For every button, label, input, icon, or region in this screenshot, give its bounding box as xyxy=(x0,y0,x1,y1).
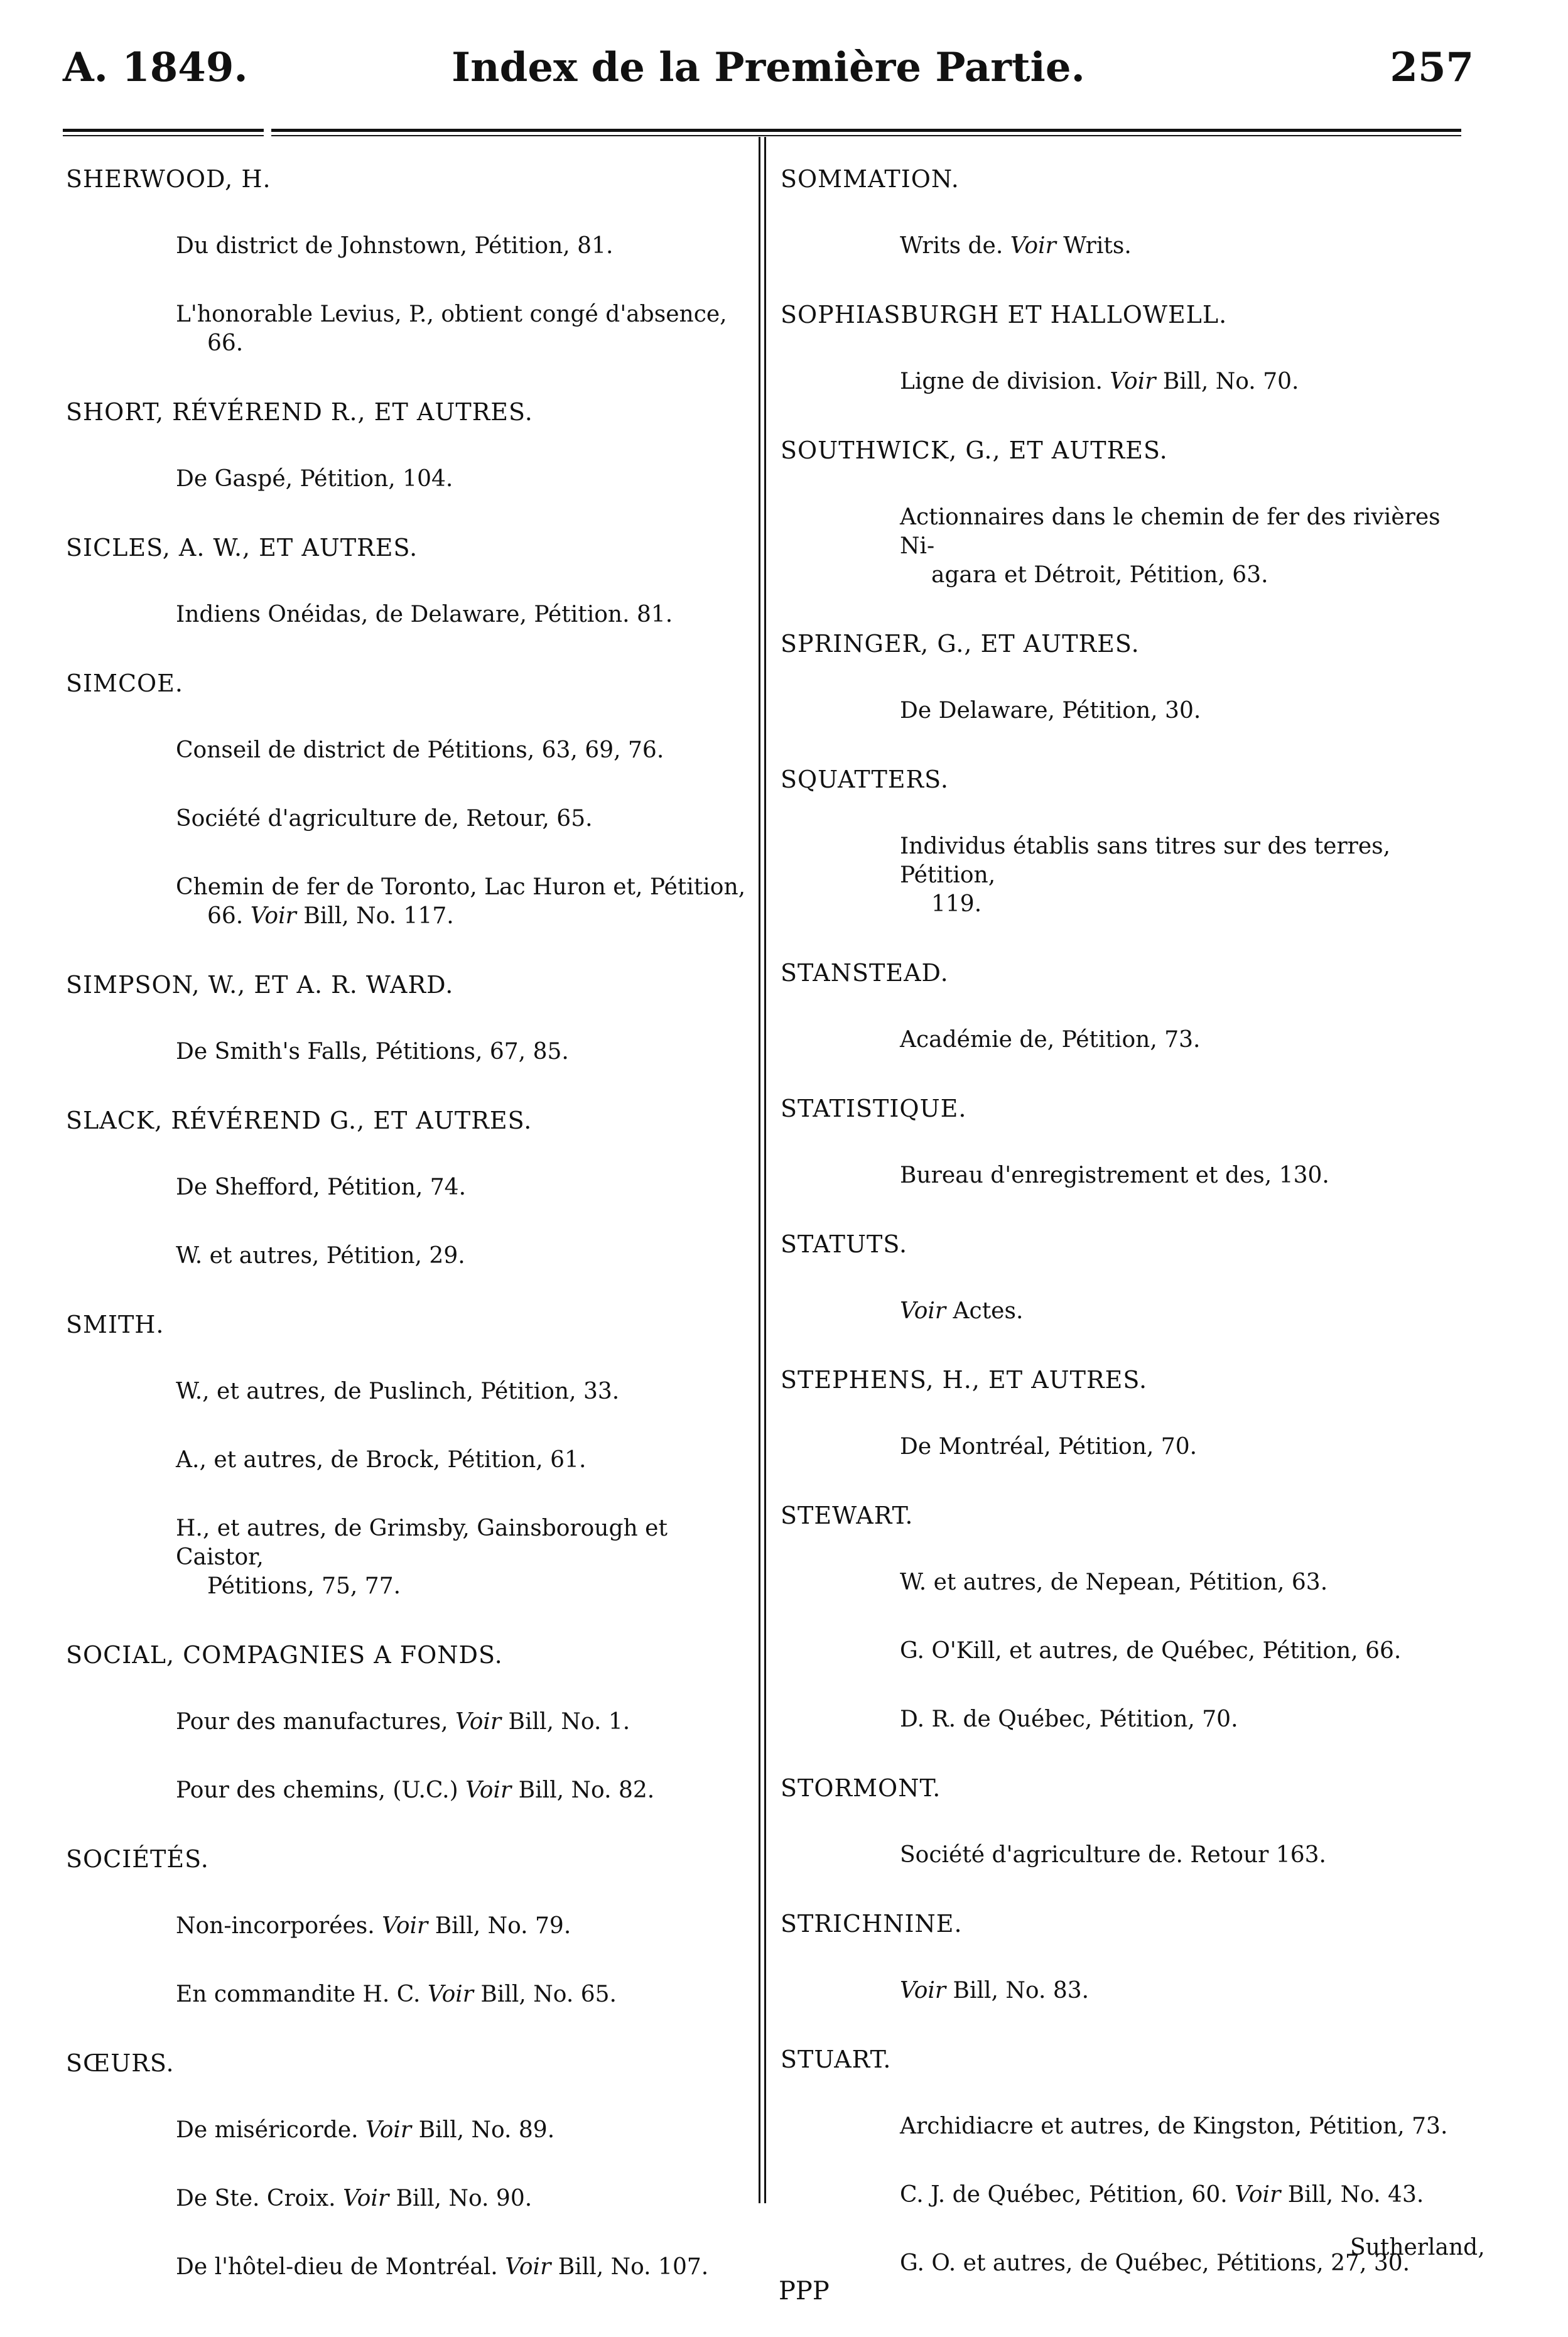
signature-mark: PPP xyxy=(779,2277,830,2306)
entry-subentry xyxy=(781,1161,1474,1190)
entry-subentry xyxy=(781,367,1474,396)
index-entry xyxy=(781,1230,1474,1326)
subentry-line: De Gaspé, Pétition, 104. xyxy=(176,466,453,492)
voir-word: Voir xyxy=(427,1982,473,2007)
header-rule-right xyxy=(271,129,1461,136)
index-entry xyxy=(66,669,754,931)
entry-heading: SIMPSON, W., ET A. R. WARD. xyxy=(66,971,454,999)
subentry-line: W. et autres, de Nepean, Pétition, 63. xyxy=(900,1570,1328,1595)
entry-heading: SICLES, A. W., ET AUTRES. xyxy=(66,534,418,561)
entry-heading: SOCIAL, COMPAGNIES A FONDS. xyxy=(66,1641,503,1669)
header-year: A. 1849. xyxy=(63,44,248,91)
subentry-line: En commandite H. C. Voir Bill, No. 65. xyxy=(176,1982,617,2007)
entry-heading: STORMONT. xyxy=(781,1774,941,1802)
index-entry xyxy=(781,958,1474,1055)
index-entry xyxy=(781,165,1474,261)
entry-subentry xyxy=(66,1038,754,1066)
entry-subentry xyxy=(781,1976,1474,2005)
entry-heading: SOPHIASBURGH ET HALLOWELL. xyxy=(781,301,1228,328)
left-column xyxy=(66,165,754,2321)
subentry-continuation: 119. xyxy=(931,891,982,917)
entry-subentry xyxy=(66,2253,754,2282)
entry-subentry xyxy=(66,300,754,358)
catchword: Sutherland, xyxy=(1350,2235,1485,2260)
entry-subentry xyxy=(66,2184,754,2213)
index-entry xyxy=(781,1774,1474,1870)
entry-subentry xyxy=(66,600,754,629)
entry-heading: STATISTIQUE. xyxy=(781,1095,967,1122)
entry-subentry xyxy=(66,1980,754,2009)
subentry-line: Pour des manufactures, Voir Bill, No. 1. xyxy=(176,1709,630,1735)
index-entry xyxy=(781,1094,1474,1190)
entry-subentry xyxy=(66,1776,754,1805)
subentry-line: Archidiacre et autres, de Kingston, Pétition, 73. xyxy=(900,2113,1448,2139)
index-entry xyxy=(66,970,754,1066)
entry-subentry xyxy=(781,2112,1474,2141)
voir-word: Voir xyxy=(343,2186,389,2211)
entry-subentry xyxy=(66,1912,754,1941)
entry-heading: SMITH. xyxy=(66,1311,165,1338)
subentry-line: G. O. et autres, de Québec, Pétitions, 27, 30. xyxy=(900,2250,1410,2276)
voir-word: Voir xyxy=(365,2117,412,2143)
subentry-continuation: Pétitions, 75, 77. xyxy=(207,1573,401,1599)
index-entry xyxy=(781,1909,1474,2005)
entry-heading: STATUTS. xyxy=(781,1230,908,1258)
voir-word: Voir xyxy=(250,903,296,929)
subentry-line: De Smith's Falls, Pétitions, 67, 85. xyxy=(176,1039,569,1065)
index-entry xyxy=(781,629,1474,725)
voir-word: Voir xyxy=(1110,369,1156,394)
entry-heading: STRICHNINE. xyxy=(781,1910,963,1938)
entry-heading: SPRINGER, G., ET AUTRES. xyxy=(781,630,1140,658)
subentry-line: De Ste. Croix. Voir Bill, No. 90. xyxy=(176,2186,533,2211)
entry-subentry xyxy=(781,1026,1474,1055)
subentry-line: Chemin de fer de Toronto, Lac Huron et, Pétition, xyxy=(176,874,746,900)
entry-heading: SHERWOOD, H. xyxy=(66,165,271,193)
entry-subentry xyxy=(66,1708,754,1737)
entry-heading: SOMMATION. xyxy=(781,165,960,193)
voir-word: Voir xyxy=(900,1298,946,1324)
subentry-line: A., et autres, de Brock, Pétition, 61. xyxy=(176,1447,587,1473)
subentry-line: Académie de, Pétition, 73. xyxy=(900,1027,1201,1053)
voir-word: Voir xyxy=(900,1978,946,2004)
subentry-line: Ligne de division. Voir Bill, No. 70. xyxy=(900,369,1299,394)
entry-subentry xyxy=(66,2116,754,2145)
subentry-line: C. J. de Québec, Pétition, 60. Voir Bill, No. 43. xyxy=(900,2182,1424,2208)
subentry-line: W., et autres, de Puslinch, Pétition, 33. xyxy=(176,1379,620,1404)
voir-word: Voir xyxy=(465,1777,512,1803)
entry-subentry xyxy=(66,873,754,931)
subentry-line: Conseil de district de Pétitions, 63, 69, 76. xyxy=(176,737,664,763)
entry-heading: SOCIÉTÉS. xyxy=(66,1845,209,1873)
index-entry xyxy=(781,765,1474,919)
subentry-line: Société d'agriculture de. Retour 163. xyxy=(900,1842,1326,1868)
entry-subentry xyxy=(781,1297,1474,1326)
subentry-line: Société d'agriculture de, Retour, 65. xyxy=(176,806,593,832)
index-entry xyxy=(66,165,754,358)
entry-subentry xyxy=(781,697,1474,725)
column-divider xyxy=(759,137,766,2203)
subentry-line: L'honorable Levius, P., obtient congé d'absence, xyxy=(176,301,727,327)
voir-word: Voir xyxy=(455,1709,502,1735)
subentry-line: D. R. de Québec, Pétition, 70. xyxy=(900,1706,1238,1732)
index-entry xyxy=(781,436,1474,590)
subentry-line: De miséricorde. Voir Bill, No. 89. xyxy=(176,2117,555,2143)
entry-heading: STEWART. xyxy=(781,1502,914,1529)
entry-subentry xyxy=(66,1446,754,1475)
subentry-line: De Delaware, Pétition, 30. xyxy=(900,698,1201,724)
subentry-line: Writs de. Voir Writs. xyxy=(900,233,1132,259)
entry-heading: STEPHENS, H., ET AUTRES. xyxy=(781,1366,1148,1394)
subentry-line: Non-incorporées. Voir Bill, No. 79. xyxy=(176,1913,571,1939)
entry-subentry xyxy=(781,503,1474,590)
entry-subentry xyxy=(66,1377,754,1406)
entry-heading: SOUTHWICK, G., ET AUTRES. xyxy=(781,436,1168,464)
subentry-line: G. O'Kill, et autres, de Québec, Pétition, 66. xyxy=(900,1638,1402,1664)
entry-subentry xyxy=(66,805,754,833)
subentry-continuation: agara et Détroit, Pétition, 63. xyxy=(931,562,1268,588)
header-title: Index de la Première Partie. xyxy=(451,44,1085,91)
subentry-line: Bureau d'enregistrement et des, 130. xyxy=(900,1163,1329,1188)
entry-heading: STANSTEAD. xyxy=(781,959,949,987)
index-entry xyxy=(66,1106,754,1271)
entry-heading: SHORT, RÉVÉREND R., ET AUTRES. xyxy=(66,398,533,426)
subentry-continuation: 66. Voir Bill, No. 117. xyxy=(207,903,454,929)
index-entry xyxy=(781,1501,1474,1734)
entry-subentry xyxy=(66,1514,754,1601)
entry-subentry xyxy=(66,736,754,765)
subentry-line: Indiens Onéidas, de Delaware, Pétition. 81. xyxy=(176,602,673,627)
voir-word: Voir xyxy=(505,2254,551,2280)
entry-subentry xyxy=(781,232,1474,261)
entry-subentry xyxy=(781,1568,1474,1597)
index-entry xyxy=(781,1365,1474,1461)
index-entry xyxy=(66,398,754,494)
index-entry xyxy=(66,2049,754,2282)
subentry-line: Individus établis sans titres sur des terres, Pétition, xyxy=(900,833,1391,888)
entry-heading: SŒURS. xyxy=(66,2049,175,2077)
entry-subentry xyxy=(781,1433,1474,1461)
entry-subentry xyxy=(781,1841,1474,1870)
entry-subentry xyxy=(781,1637,1474,1666)
entry-heading: SIMCOE. xyxy=(66,670,183,697)
subentry-line: Pour des chemins, (U.C.) Voir Bill, No. 82. xyxy=(176,1777,655,1803)
entry-subentry xyxy=(66,465,754,494)
subentry-line: Voir Actes. xyxy=(900,1298,1024,1324)
subentry-line: Voir Bill, No. 83. xyxy=(900,1978,1089,2004)
index-entry xyxy=(66,533,754,629)
voir-word: Voir xyxy=(1235,2182,1281,2208)
entry-heading: SLACK, RÉVÉREND G., ET AUTRES. xyxy=(66,1107,533,1134)
subentry-line: W. et autres, Pétition, 29. xyxy=(176,1243,465,1269)
entry-subentry xyxy=(781,832,1474,919)
entry-subentry xyxy=(66,1173,754,1202)
voir-word: Voir xyxy=(1010,233,1056,259)
entry-heading: SQUATTERS. xyxy=(781,766,949,793)
voir-word: Voir xyxy=(382,1913,428,1939)
subentry-line: De Montréal, Pétition, 70. xyxy=(900,1434,1198,1460)
entry-subentry xyxy=(66,232,754,261)
index-entry xyxy=(781,300,1474,396)
right-column xyxy=(781,165,1474,2318)
subentry-line: De l'hôtel-dieu de Montréal. Voir Bill, No. 107. xyxy=(176,2254,709,2280)
index-entry xyxy=(66,1845,754,2009)
entry-heading: STUART. xyxy=(781,2046,892,2073)
subentry-continuation: 66. xyxy=(207,330,244,356)
subentry-line: H., et autres, de Grimsby, Gainsborough et Caistor, xyxy=(176,1516,668,1570)
index-entry xyxy=(66,1310,754,1601)
page-number: 257 xyxy=(1390,44,1474,91)
subentry-line: Du district de Johnstown, Pétition, 81. xyxy=(176,233,614,259)
index-entry xyxy=(66,1640,754,1805)
entry-subentry xyxy=(781,1705,1474,1734)
header-rule-left xyxy=(63,129,264,136)
entry-subentry xyxy=(781,2181,1474,2210)
subentry-line: Actionnaires dans le chemin de fer des rivières Ni- xyxy=(900,504,1441,559)
running-header xyxy=(63,44,1474,100)
entry-subentry xyxy=(66,1242,754,1271)
subentry-line: De Shefford, Pétition, 74. xyxy=(176,1174,467,1200)
